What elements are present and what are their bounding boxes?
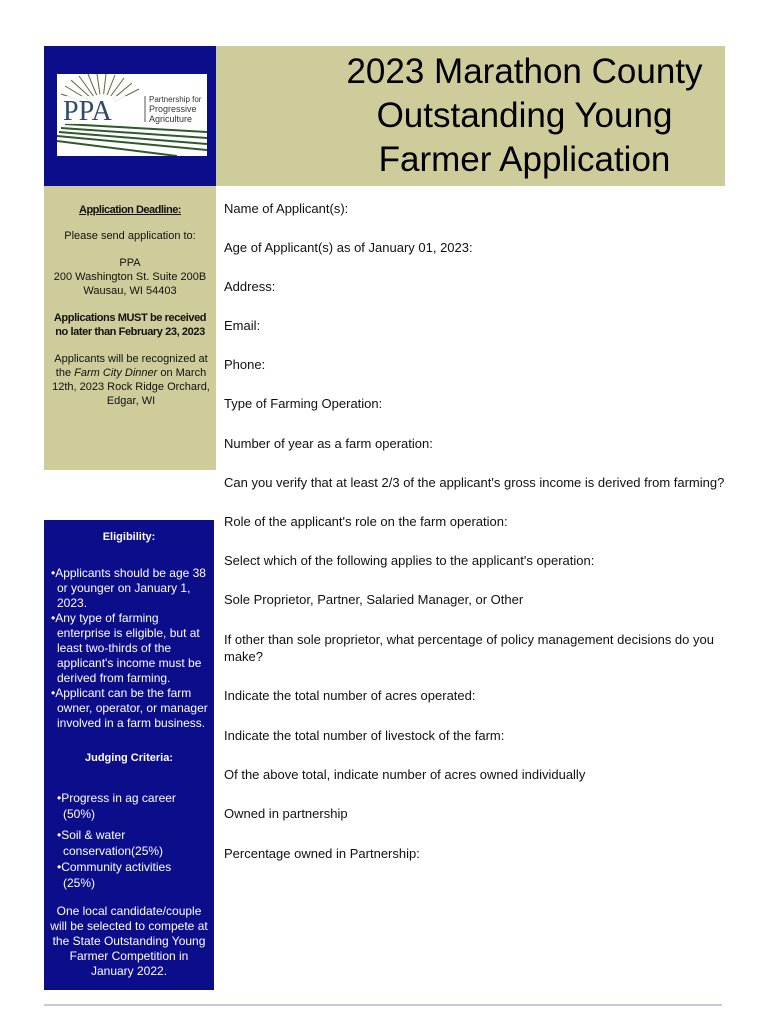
field-operation-options: Sole Proprietor, Partner, Salaried Manager, or Other — [224, 592, 524, 607]
field-email: Email: — [224, 318, 261, 333]
deadline-notice — [44, 311, 216, 339]
send-to-text: Please send application to: — [64, 230, 196, 242]
event-name: Farm City Dinner — [74, 367, 158, 379]
page-title — [216, 50, 725, 182]
field-applicant-name: Name of Applicant(s): — [224, 201, 349, 216]
eligibility-item: •Applicants should be age 38 or younger on January 1, 2023. — [51, 566, 206, 610]
svg-text:Agriculture: Agriculture — [149, 114, 193, 124]
eligibility-heading: Eligibility: — [102, 531, 156, 543]
address-line: 200 Washington St. Suite 200B — [53, 271, 207, 283]
field-applicant-age: Age of Applicant(s) as of January 01, 2023: — [224, 240, 473, 255]
deadline-line: no later than February 23, 2023 — [55, 326, 205, 338]
eligibility-panel — [44, 520, 214, 990]
svg-text:Progressive: Progressive — [149, 104, 197, 114]
ppa-logo-graphic — [57, 74, 207, 156]
field-percentage-partnership: Percentage owned in Partnership: — [224, 846, 420, 861]
field-operation-type-prompt: Select which of the following applies to the applicant's operation: — [224, 553, 595, 568]
field-livestock-count: Indicate the total number of livestock of the farm: — [224, 728, 505, 743]
field-acres-operated: Indicate the total number of acres operated: — [224, 688, 476, 703]
field-applicant-role: Role of the applicant's role on the farm operation: — [224, 514, 508, 529]
field-management-percentage: If other than sole proprietor, what percentage of policy management decisions do you make? — [224, 632, 714, 664]
title-line-3: Farmer Application — [378, 140, 671, 179]
judging-criteria-heading: Judging Criteria: — [84, 752, 173, 764]
recognition-text: Applicants will be recognized at the Farm City Dinner on March 12th, 2023 Rock Ridge Orchard, Edgar, WI — [52, 353, 210, 407]
field-acres-owned-individually: Of the above total, indicate number of acres owned individually — [224, 767, 586, 782]
title-line-1: 2023 Marathon County — [346, 52, 703, 91]
svg-text:Partnership for: Partnership for — [149, 95, 202, 104]
field-years-operation: Number of year as a farm operation: — [224, 436, 433, 451]
address-line: Wausau, WI 54403 — [83, 285, 177, 297]
deadline-heading: Application Deadline: — [79, 204, 181, 216]
title-banner — [216, 46, 725, 186]
eligibility-item: •Any type of farming enterprise is eligible, but at least two-thirds of the applicant's income must be derived from farming. — [51, 611, 202, 685]
deadline-line: Applications MUST be received — [53, 312, 207, 324]
logo-panel — [44, 46, 216, 186]
field-owned-partnership: Owned in partnership — [224, 806, 348, 821]
criteria-item: •Progress in ag career (50%) — [57, 791, 176, 821]
ppa-logo — [57, 74, 207, 156]
deadline-panel — [44, 186, 216, 470]
field-address: Address: — [224, 279, 276, 294]
eligibility-item: •Applicant can be the farm owner, operator, or manager involved in a farm business. — [51, 686, 208, 730]
address-line: PPA — [119, 257, 141, 269]
criteria-item: •Community activities (25%) — [57, 860, 172, 890]
field-income-verification: Can you verify that at least 2/3 of the applicant's gross income is derived from farming? — [224, 475, 725, 490]
svg-text:PPA: PPA — [63, 96, 112, 127]
field-phone: Phone: — [224, 357, 266, 372]
mailing-address — [44, 256, 216, 298]
criteria-item: •Soil & water conservation(25%) — [57, 828, 164, 858]
footer-divider — [44, 1004, 722, 1006]
title-line-2: Outstanding Young — [376, 96, 673, 135]
selection-note: One local candidate/couple will be selected to compete at the State Outstanding Young Farmer Competition in January 2022. — [50, 904, 208, 978]
field-farming-type: Type of Farming Operation: — [224, 396, 383, 411]
